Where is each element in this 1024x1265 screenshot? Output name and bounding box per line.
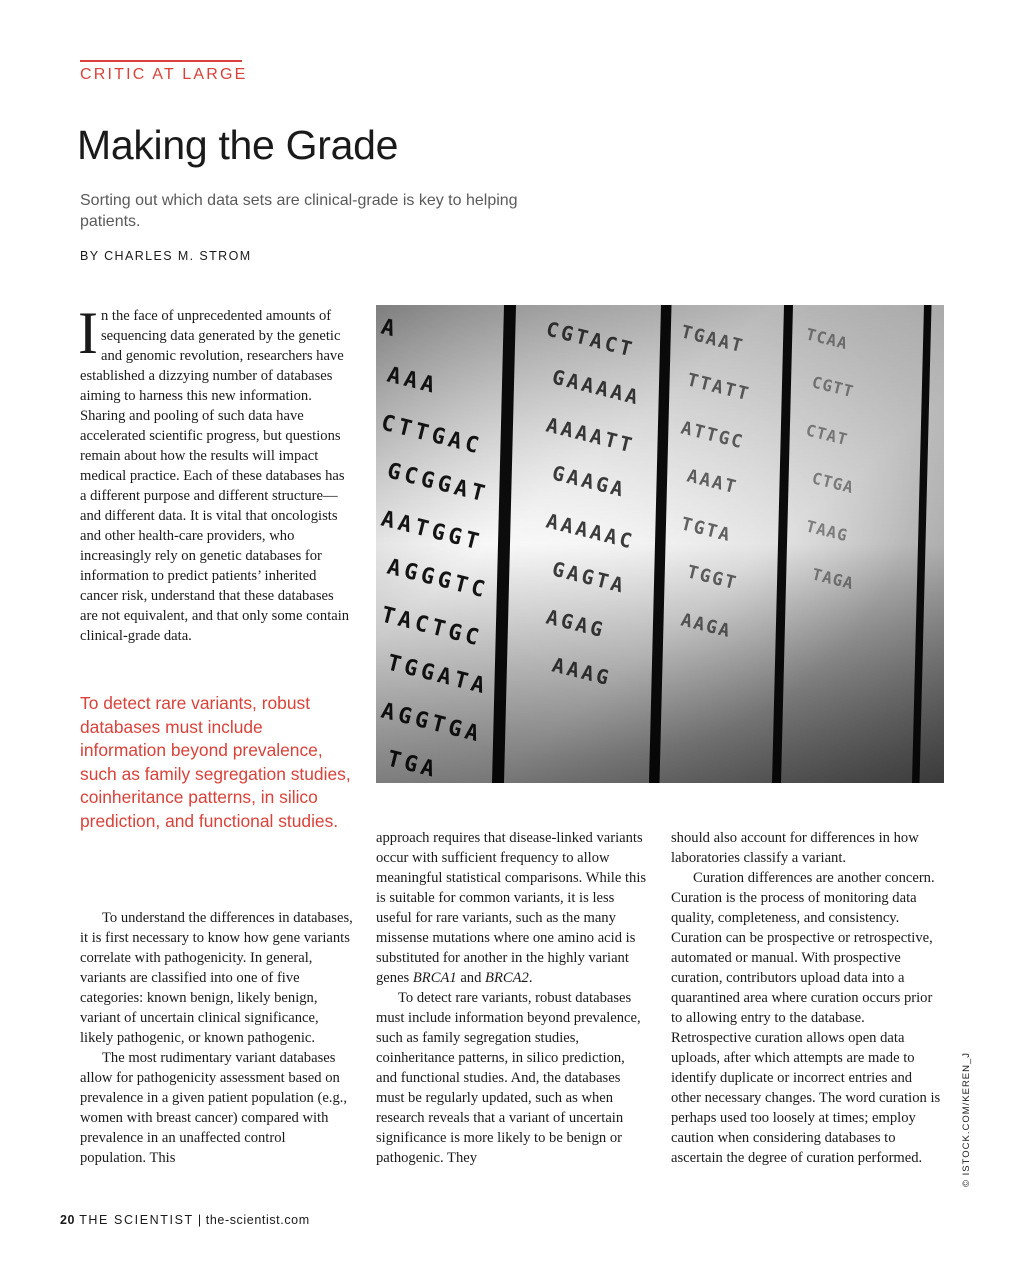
drop-cap: I [78, 300, 98, 366]
website-link[interactable]: the-scientist.com [205, 1213, 310, 1227]
pull-quote: To detect rare variants, robust databases must include information beyond prevalence, such as family segregation studies, coinheritance patterns, in silico prediction, and functional studies. [80, 693, 351, 831]
footer-separator: | [197, 1213, 202, 1227]
column-3 [671, 828, 943, 1168]
column-2 [376, 828, 648, 1168]
gene-brca2: BRCA2 [485, 970, 529, 986]
paragraph-3-tail: approach requires that disease-linked variants occur with sufficient frequency to allow meaningful statistical comparisons. While this is suitable for common variants, it is less useful for rare variants, such as the many missense mutations where one amino acid is substituted for another in the highly variant genes [376, 830, 647, 986]
page-number: 20 [60, 1213, 76, 1227]
gene-brca1: BRCA1 [412, 970, 457, 986]
section-label: CRITIC AT LARGE [80, 66, 248, 83]
article-subtitle: Sorting out which data sets are clinical-grade is key to helping patients. [80, 192, 518, 230]
magazine-name: THE SCIENTIST [79, 1213, 194, 1227]
byline: BY CHARLES M. STROM [80, 249, 252, 263]
article-title: Making the Grade [77, 122, 399, 168]
paragraph-1: n the face of unprecedented amounts of sequencing data generated by the genetic and genomic revolution, researchers have established a dizzying number of databases aiming to harness this new information. Sharing and pooling of such data have accelerated scientific progress, but questions remain about how the results will impact medical practice. Each of these databases has a different purpose and different structure—and different data. It is vital that oncologists and other health-care providers, who increasingly rely on genetic databases for information to predict patients’ inherited cancer risk, understand that these databases are not equivalent, and that only some contain clinical-grade data. [80, 308, 350, 644]
column-1-bottom [80, 908, 354, 1168]
conjunction: and [456, 970, 486, 986]
dna-sequence-photo [376, 305, 944, 783]
paragraph-2: To understand the differences in databases, it is first necessary to know how gene variants correlate with pathogenicity. In general, variants are classified into one of five categories: known benign, likely benign, variant of uncertain clinical significance, likely pathogenic, or known pathogenic. [80, 910, 353, 1046]
paragraph-5: Curation differences are another concern. Curation is the process of monitoring data quality, completeness, and consistency. Curation can be prospective or retrospective, automated or manual. With prospective curation, contributors upload data into a quarantined area where curation occurs prior to allowing entry to the database. Retrospective curation allows open data uploads, after which attempts are made to identify duplicate or incorrect entries and other necessary changes. The word curation is perhaps used too loosely at times; employ caution when considering databases to ascertain the degree of curation performed. [671, 870, 941, 1166]
photo-credit: © ISTOCK.COM/KEREN_J [961, 1051, 972, 1187]
paragraph-3-continued [376, 828, 648, 988]
paragraph-4-continued: should also account for differences in how laboratories classify a variant. [671, 830, 919, 866]
section-rule [80, 60, 242, 62]
paragraph-4: To detect rare variants, robust databases must include information beyond prevalence, such as family segregation studies, coinheritance patterns, in silico prediction, and functional studies. And, the databases must be regularly updated, such as when research reveals that a variant of uncertain significance is more likely to be benign or pathogenic. They [376, 990, 641, 1166]
column-1-top [78, 300, 352, 646]
paragraph-3-start: The most rudimentary variant databases allow for pathogenicity assessment based on prevalence in a given patient population (e.g., women with breast cancer) compared with prevalence in an unaffected control population. This [80, 1050, 348, 1166]
photo-vignette [376, 305, 944, 783]
dna-gel-illustration [376, 305, 944, 783]
period: . [528, 970, 533, 986]
page-footer [60, 1213, 310, 1227]
